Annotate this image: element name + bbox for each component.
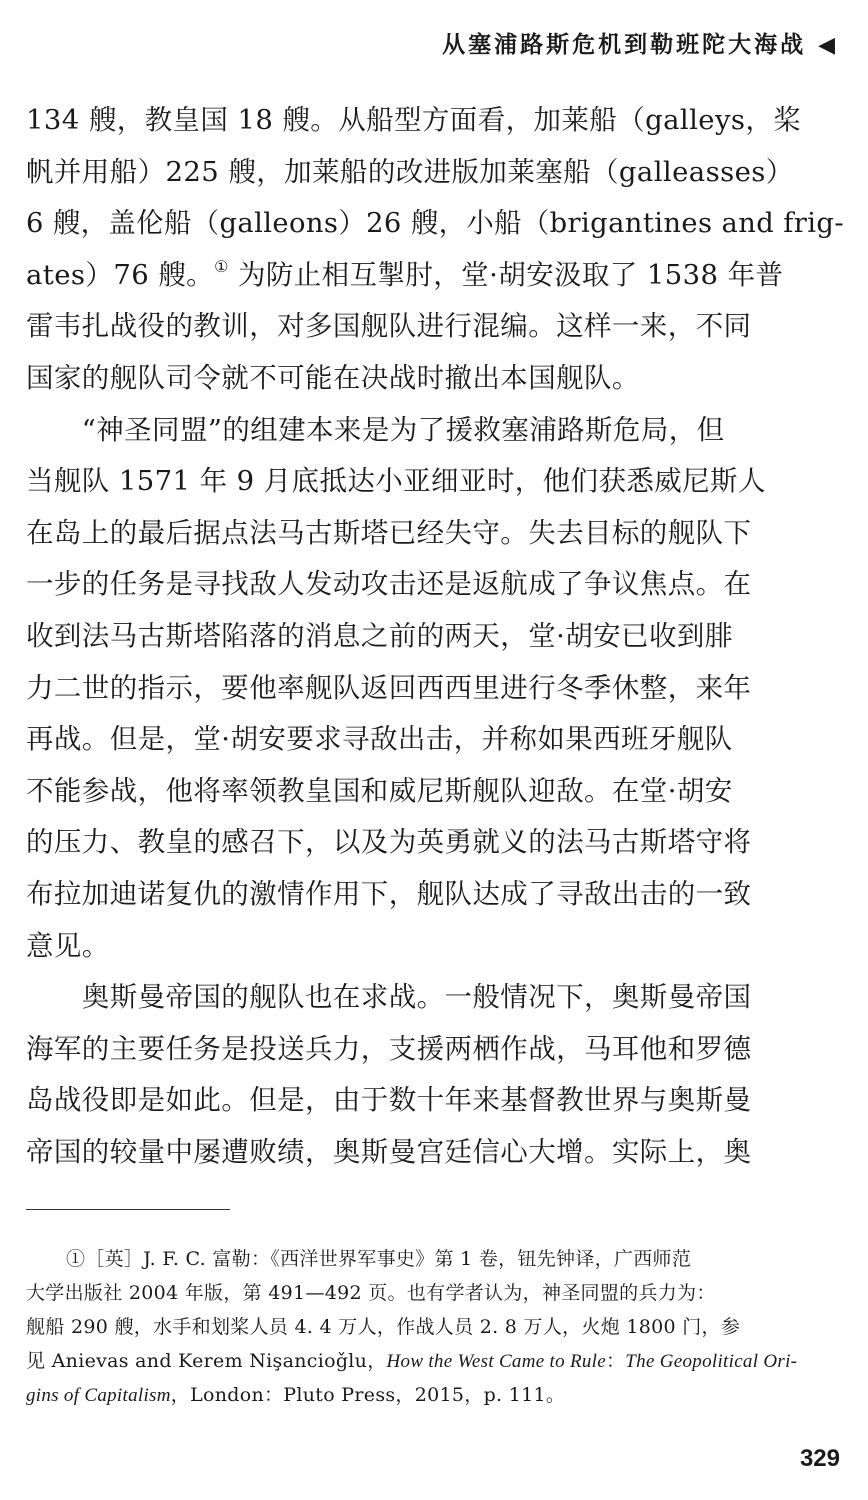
- text-line: 134 艘，教皇国 18 艘。从船型方面看，加莱船（galleys，桨: [26, 104, 802, 136]
- text-line: “神圣同盟”的组建本来是为了援救塞浦路斯危局，但: [26, 413, 725, 446]
- text-line: 当舰队 1571 年 9 月底抵达小亚细亚时，他们获悉威尼斯人: [26, 465, 766, 498]
- body-text: [26, 95, 844, 1178]
- footnote-segment: ，London：Pluto Press，2015，p. 111。: [170, 1384, 566, 1406]
- text-line: [26, 250, 844, 302]
- footnote: [26, 1242, 844, 1412]
- text-line: 布拉加迪诺复仇的激情作用下，舰队达成了寻敌出击的一致: [26, 877, 752, 910]
- text-line: 6 艘，盖伦船（galleons）26 艘，小船（brigantines and frig-: [26, 207, 845, 240]
- footnote-line: 舰船 290 艘，水手和划桨人员 4. 4 万人，作战人员 2. 8 万人，火炮 1800 门，参: [26, 1316, 741, 1338]
- footnote-line: [26, 1344, 844, 1378]
- footnote-line: 大学出版社 2004 年版，第 491—492 页。也有学者认为，神圣同盟的兵力为：: [26, 1282, 716, 1304]
- text-line: 帝国的较量中屡遭败绩，奥斯曼宫廷信心大增。实际上，奥: [26, 1135, 752, 1168]
- text-line: 在岛上的最后据点法马古斯塔已经失守。失去目标的舰队下: [26, 516, 752, 549]
- left-arrow-marker-icon: ◀: [818, 33, 838, 58]
- text-line: 的压力、教皇的感召下，以及为英勇就义的法马古斯塔守将: [26, 826, 752, 859]
- footnote-line: ①［英］J. F. C. 富勒：《西洋世界军事史》第 1 卷，钮先钟译，广西师范: [66, 1248, 692, 1270]
- book-subtitle-italic: gins of Capitalism: [26, 1385, 171, 1406]
- text-line: 不能参战，他将率领教皇国和威尼斯舰队迎敌。在堂·胡安: [26, 774, 733, 807]
- text-line: 岛战役即是如此。但是，由于数十年来基督教世界与奥斯曼: [26, 1084, 752, 1117]
- text-line: 意见。: [26, 929, 110, 962]
- footnote-segment: 见 Anievas and Kerem Nişancioǧlu，: [26, 1350, 387, 1372]
- text-line: 国家的舰队司令就不可能在决战时撤出本国舰队。: [26, 361, 640, 394]
- text-line: 海军的主要任务是投送兵力，支援两栖作战，马耳他和罗德: [26, 1032, 752, 1065]
- text-line: 收到法马古斯塔陷落的消息之前的两天，堂·胡安已收到腓: [26, 619, 733, 652]
- text-line: 力二世的指示，要他率舰队返回西西里进行冬季休整，来年: [26, 671, 752, 704]
- text-segment: 为防止相互掣肘，堂·胡安汲取了 1538 年普: [228, 258, 784, 291]
- page-number: 329: [799, 1445, 840, 1472]
- footnote-reference[interactable]: ①: [214, 256, 229, 276]
- footnote-segment: ：: [605, 1350, 626, 1372]
- text-line: 雷韦扎战役的教训，对多国舰队进行混编。这样一来，不同: [26, 310, 752, 343]
- text-line: 帆并用船）225 艘，加莱船的改进版加莱塞船（galleasses）: [26, 155, 794, 188]
- text-segment: ates）76 艘。: [26, 258, 215, 291]
- footnote-divider: [26, 1209, 230, 1210]
- running-header: [442, 26, 838, 59]
- running-header-title: 从塞浦路斯危机到勒班陀大海战: [442, 32, 807, 58]
- book-title-italic: How the West Came to Rule: [386, 1351, 606, 1372]
- text-line: 再战。但是，堂·胡安要求寻敌出击，并称如果西班牙舰队: [26, 723, 733, 756]
- text-line: 一步的任务是寻找敌人发动攻击还是返航成了争议焦点。在: [26, 568, 752, 601]
- book-subtitle-italic: The Geopolitical Ori-: [625, 1351, 798, 1372]
- text-line: 奥斯曼帝国的舰队也在求战。一般情况下，奥斯曼帝国: [26, 981, 752, 1014]
- footnote-line: [26, 1378, 844, 1412]
